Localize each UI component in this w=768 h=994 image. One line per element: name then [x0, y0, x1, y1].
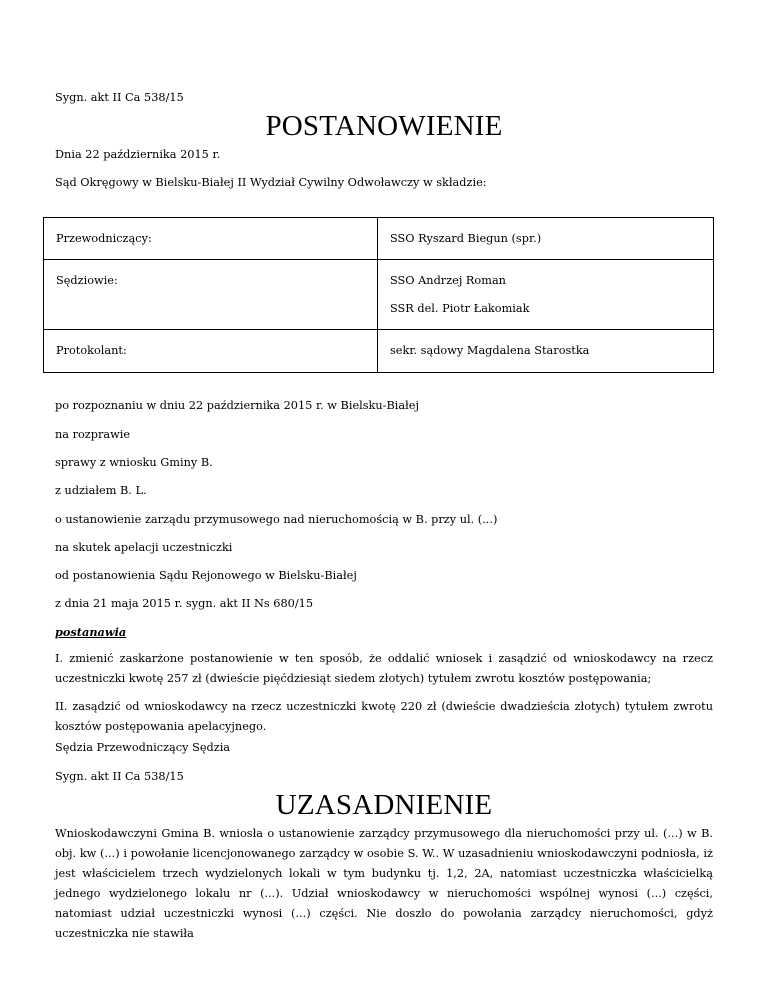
proceedings-line-7: od postanowienia Sądu Rejonowego w Bielsku-Białej — [55, 569, 357, 582]
proceedings-line-5: o ustanowienie zarządu przymusowego nad nieruchomością w B. przy ul. (...) — [55, 513, 498, 526]
proceedings-line-1: po rozpoznaniu w dniu 22 października 2015 r. w Bielsku-Białej — [55, 399, 419, 412]
chair-name-cell — [378, 218, 714, 260]
bench-row-judges — [44, 260, 714, 330]
decision-point-2: II. zasądzić od wnioskodawcy na rzecz uczestniczki kwotę 220 zł (dwieście dwadzieścia złotych) tytułem zwrotu kosztów postępowania apelacyjnego. — [55, 700, 713, 733]
justification-title: UZASADNIENIE — [275, 789, 493, 821]
judges-names-cell — [378, 260, 714, 330]
chair-label: Przewodniczący: — [56, 232, 152, 245]
decision-heading: postanawia — [55, 625, 127, 639]
proceedings-line-4: z udziałem B. L. — [55, 484, 147, 497]
justification-paragraph: Wnioskodawczyni Gmina B. wniosła o ustanowienie zarządcy przymusowego dla nieruchomości przy ul. (...) w B. obj. kw (...) i powołanie licencjonowanego zarządcy w osobie S. W.. W uzasadnieniu wnioskodawczyni podniosła, iż jest właścicielem trzech wydzielonych lokali w tym budynku tj. 1,2, 2A, natomiast uczestniczka właścicielką jednego wydzielonego lokalu nr (...). Udział wnioskodawcy w nieruchomości wspólnej wynosi (...) części, natomiast udział uczestniczki wynosi (...) części. Nie doszło do powołania zarządcy nieruchomości, gdyż uczestniczka nie stawiła — [55, 827, 713, 940]
chair-label-cell — [44, 218, 378, 260]
proceedings-line-3: sprawy z wniosku Gminy B. — [55, 456, 213, 469]
decision-point-1: I. zmienić zaskarżone postanowienie w ten sposób, że oddalić wniosek i zasądzić od wnioskodawcy na rzecz uczestniczki kwotę 257 zł (dwieście pięćdziesiąt siedem złotych) tytułem zwrotu kosztów postępowania; — [55, 652, 713, 685]
chair-name: SSO Ryszard Biegun (spr.) — [390, 232, 542, 245]
bench-row-clerk — [44, 330, 714, 373]
judges-label-cell — [44, 260, 378, 330]
court-composition: Sąd Okręgowy w Bielsku-Białej II Wydział Cywilny Odwoławczy w składzie: — [55, 176, 487, 189]
judges-label: Sędziowie: — [56, 274, 118, 287]
clerk-name: sekr. sądowy Magdalena Starostka — [390, 344, 590, 357]
bench-table — [43, 217, 714, 373]
judge-2-name: SSR del. Piotr Łakomiak — [390, 302, 530, 315]
clerk-label-cell — [44, 330, 378, 373]
case-signature-justification: Sygn. akt II Ca 538/15 — [55, 770, 184, 783]
case-signature-top: Sygn. akt II Ca 538/15 — [55, 91, 184, 104]
bench-row-chair — [44, 218, 714, 260]
judge-1-name: SSO Andrzej Roman — [390, 274, 506, 287]
judges-signatures: Sędzia Przewodniczący Sędzia — [55, 741, 231, 754]
clerk-label: Protokolant: — [56, 344, 127, 357]
decision-title: POSTANOWIENIE — [265, 110, 503, 142]
clerk-name-cell — [378, 330, 714, 373]
proceedings-line-6: na skutek apelacji uczestniczki — [55, 541, 233, 554]
proceedings-line-8: z dnia 21 maja 2015 r. sygn. akt II Ns 680/15 — [55, 597, 314, 610]
proceedings-line-2: na rozprawie — [55, 428, 131, 441]
decision-date: Dnia 22 października 2015 r. — [55, 148, 221, 161]
